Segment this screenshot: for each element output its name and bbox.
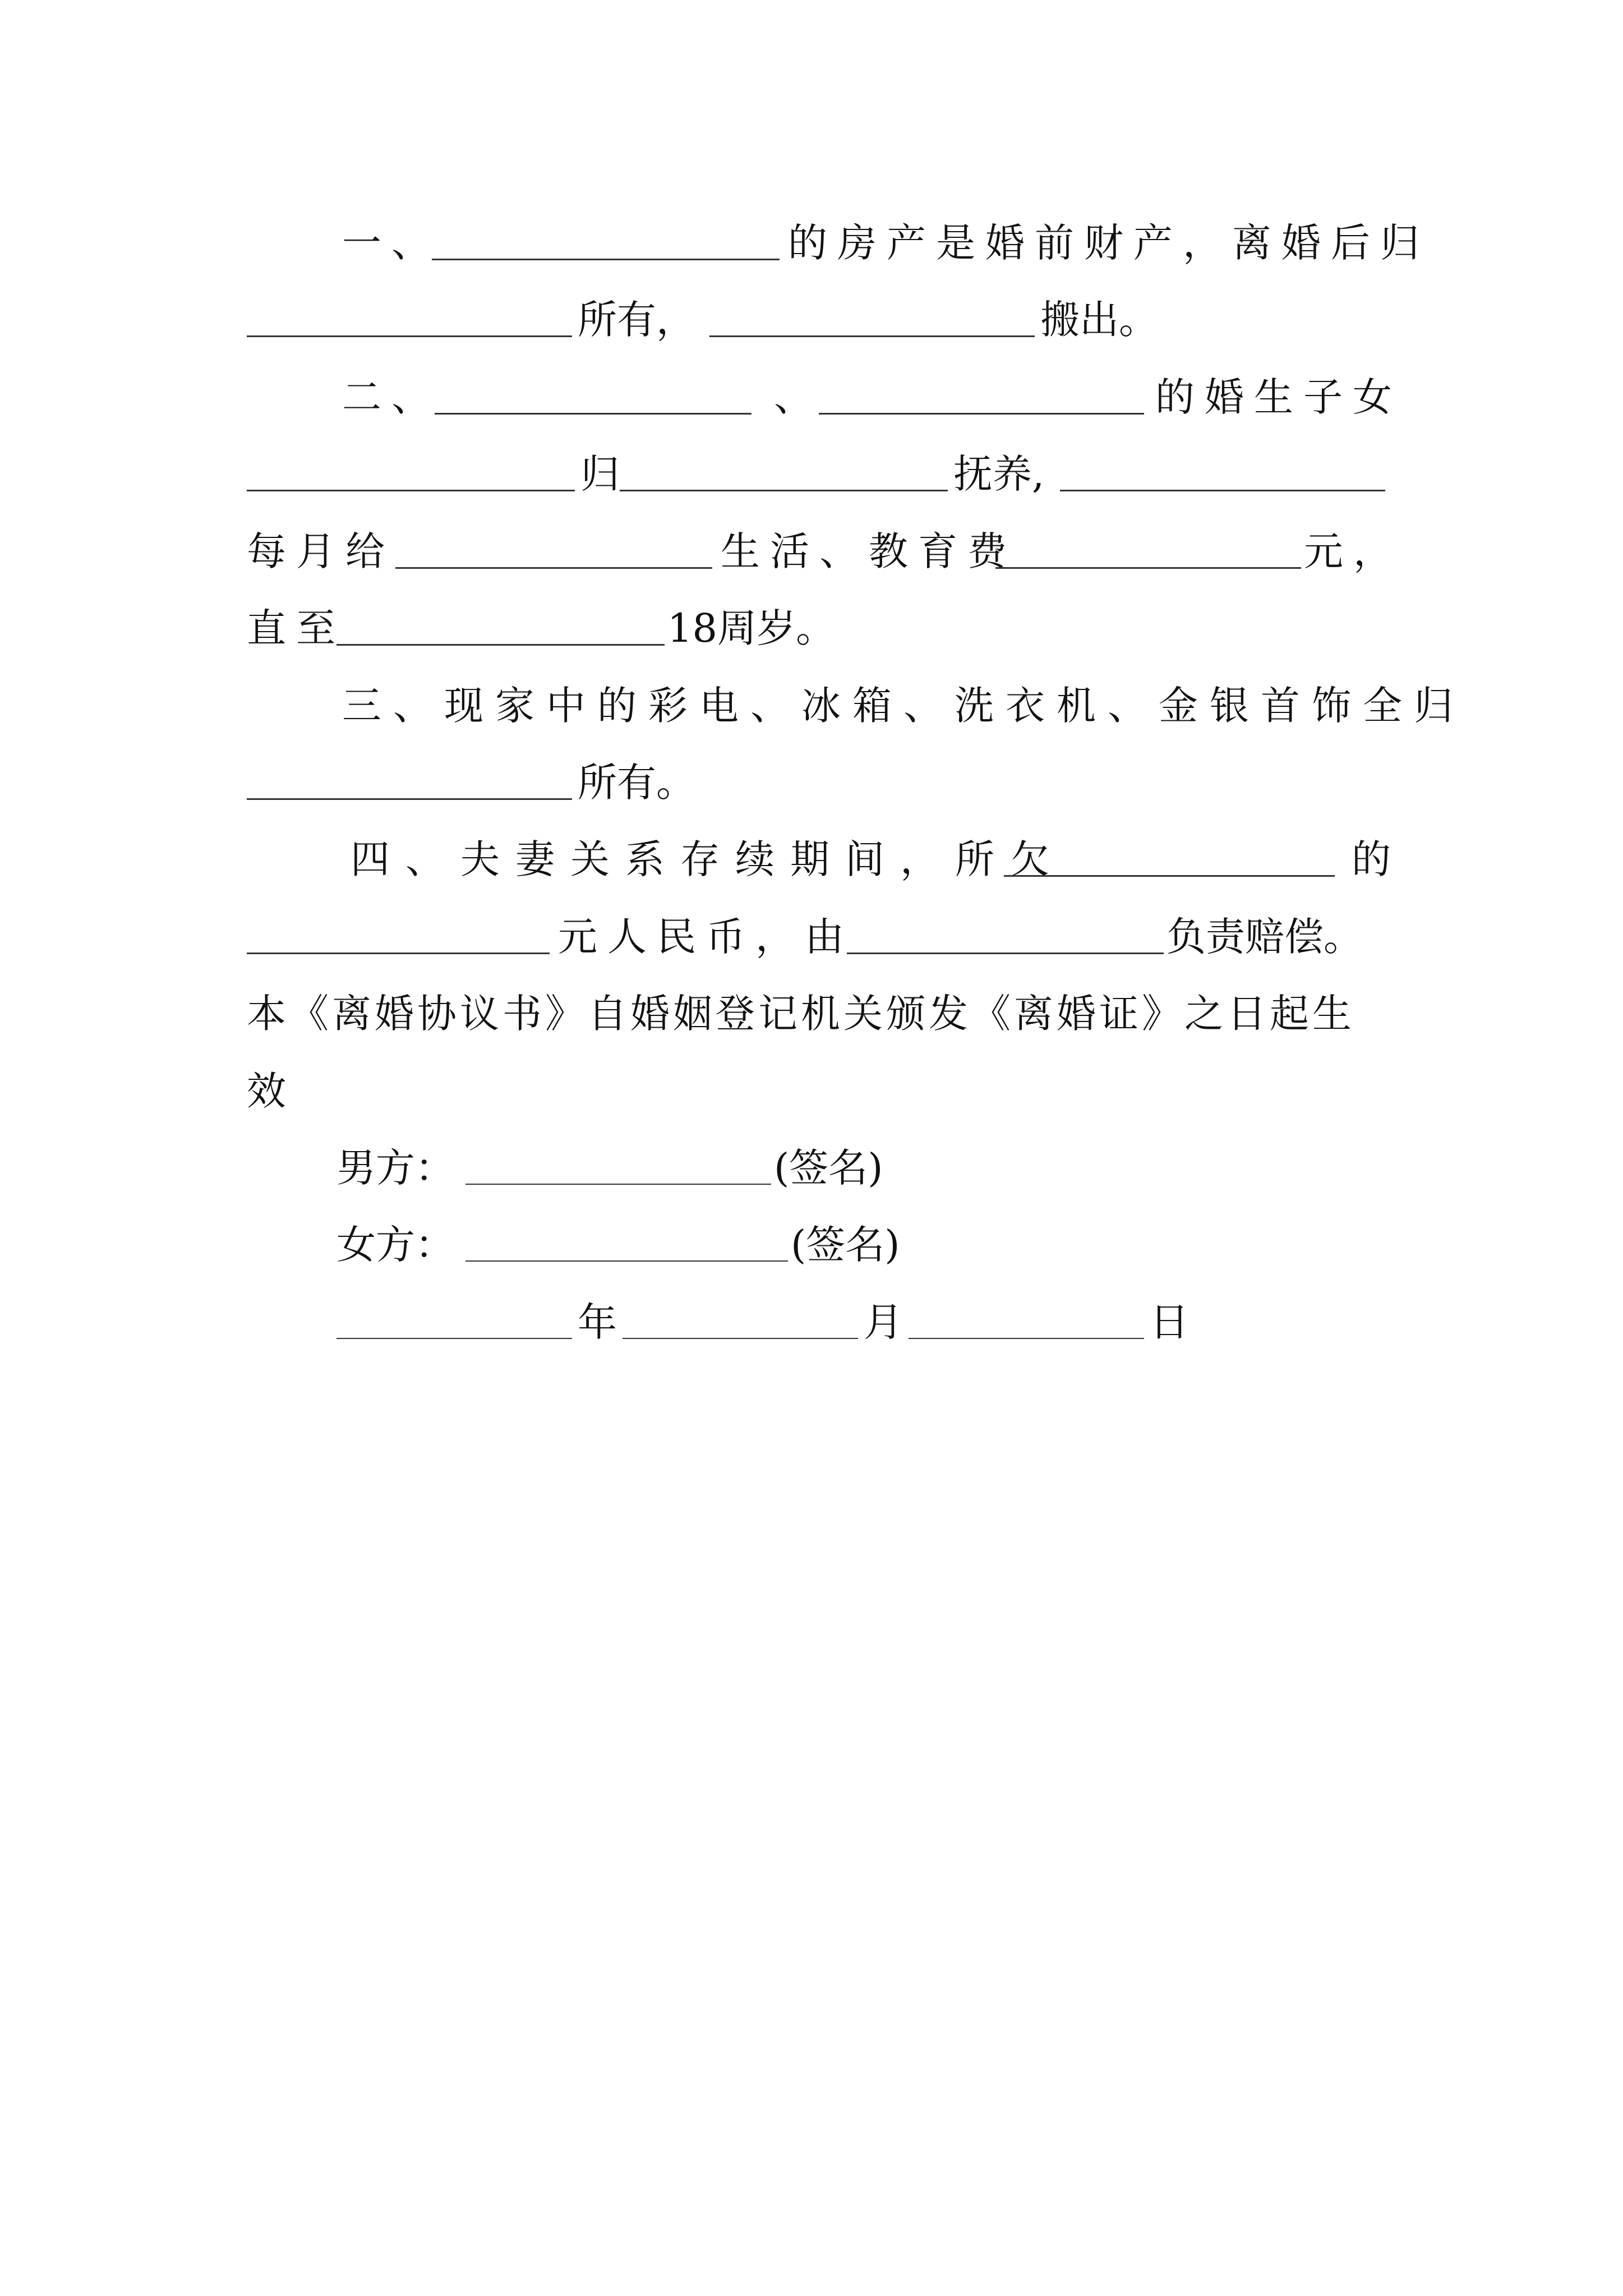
female-label: 女方：	[336, 1222, 454, 1268]
male-sign-note: (签名)	[774, 1145, 883, 1191]
clause-1-owned: 所有，	[578, 297, 695, 343]
clause-5-effective: 效	[247, 1068, 286, 1114]
clause-5-line-2	[0, 1064, 1623, 1118]
clause-3-owned: 所有。	[578, 760, 695, 806]
female-signature-field[interactable]	[465, 1260, 788, 1262]
clause-2-separator: 、	[774, 374, 813, 420]
clause-1-move-out: 搬出。	[1040, 297, 1158, 343]
blank-debt-amount[interactable]	[247, 953, 550, 954]
clause-2-age: 18周岁。	[667, 605, 836, 651]
clause-1-text: 的房产是婚前财产，离婚后归	[788, 220, 1430, 266]
year-field[interactable]	[336, 1338, 572, 1339]
year-label: 年	[578, 1299, 617, 1345]
clause-2-line-3	[0, 524, 1623, 578]
blank-recipient[interactable]	[395, 567, 712, 569]
day-label: 日	[1150, 1299, 1189, 1345]
clause-4-text: 四、夫妻关系存续期间，所欠	[351, 836, 1065, 882]
clause-2-raise: 抚养,	[953, 451, 1045, 497]
clause-1-line-1	[0, 216, 1623, 270]
female-signature-line	[0, 1218, 1623, 1272]
clause-4-line-1	[0, 832, 1623, 886]
blank-property-owner[interactable]	[432, 259, 780, 260]
clause-2-line-4	[0, 601, 1623, 655]
month-field[interactable]	[623, 1338, 858, 1339]
day-field[interactable]	[909, 1338, 1144, 1339]
clause-2-expenses: 生活、教育费	[721, 528, 1017, 574]
female-sign-note: (签名)	[791, 1222, 900, 1268]
blank-debtor[interactable]	[847, 953, 1164, 954]
clause-2-number: 二、	[342, 374, 441, 420]
blank-appliance-owner[interactable]	[247, 798, 572, 800]
clause-2-children: 的婚生子女	[1155, 374, 1402, 420]
clause-1-line-2	[0, 293, 1623, 347]
clause-4-of: 的	[1352, 836, 1391, 882]
clause-3-line-2	[0, 756, 1623, 809]
clause-5-line-1	[0, 987, 1623, 1041]
clause-4-rmb: 元人民币，由	[558, 914, 854, 960]
clause-2-belongs: 归	[580, 451, 620, 497]
blank-parent-a[interactable]	[435, 413, 751, 415]
month-label: 月	[864, 1299, 903, 1345]
blank-child-name[interactable]	[247, 490, 575, 491]
blank-custodian[interactable]	[620, 490, 948, 491]
clause-4-compensate: 负责赔偿。	[1166, 914, 1363, 960]
clause-2-line-2	[0, 447, 1623, 501]
blank-move-out-party[interactable]	[709, 335, 1035, 337]
blank-property-recipient[interactable]	[247, 335, 572, 337]
clause-2-until: 直至	[247, 605, 345, 651]
male-label: 男方：	[336, 1145, 454, 1191]
clause-1-number: 一、	[342, 220, 441, 266]
blank-creditor[interactable]	[1004, 875, 1335, 877]
blank-payer[interactable]	[1060, 490, 1385, 491]
clause-4-line-2	[0, 910, 1623, 964]
clause-3-text: 三、现家中的彩电、冰箱、洗衣机、金银首饰全归	[342, 683, 1465, 729]
clause-3-line-1	[0, 679, 1623, 733]
blank-amount[interactable]	[995, 567, 1301, 569]
male-signature-field[interactable]	[465, 1184, 771, 1185]
clause-2-yuan: 元，	[1304, 528, 1403, 574]
clause-5-text: 本《离婚协议书》自婚姻登记机关颁发《离婚证》之日起生	[247, 991, 1355, 1037]
blank-child-age[interactable]	[336, 644, 665, 646]
male-signature-line	[0, 1141, 1623, 1195]
clause-2-line-1	[0, 370, 1623, 424]
blank-parent-b[interactable]	[819, 413, 1144, 415]
date-line	[0, 1295, 1623, 1349]
clause-2-monthly: 每月给	[247, 528, 395, 574]
